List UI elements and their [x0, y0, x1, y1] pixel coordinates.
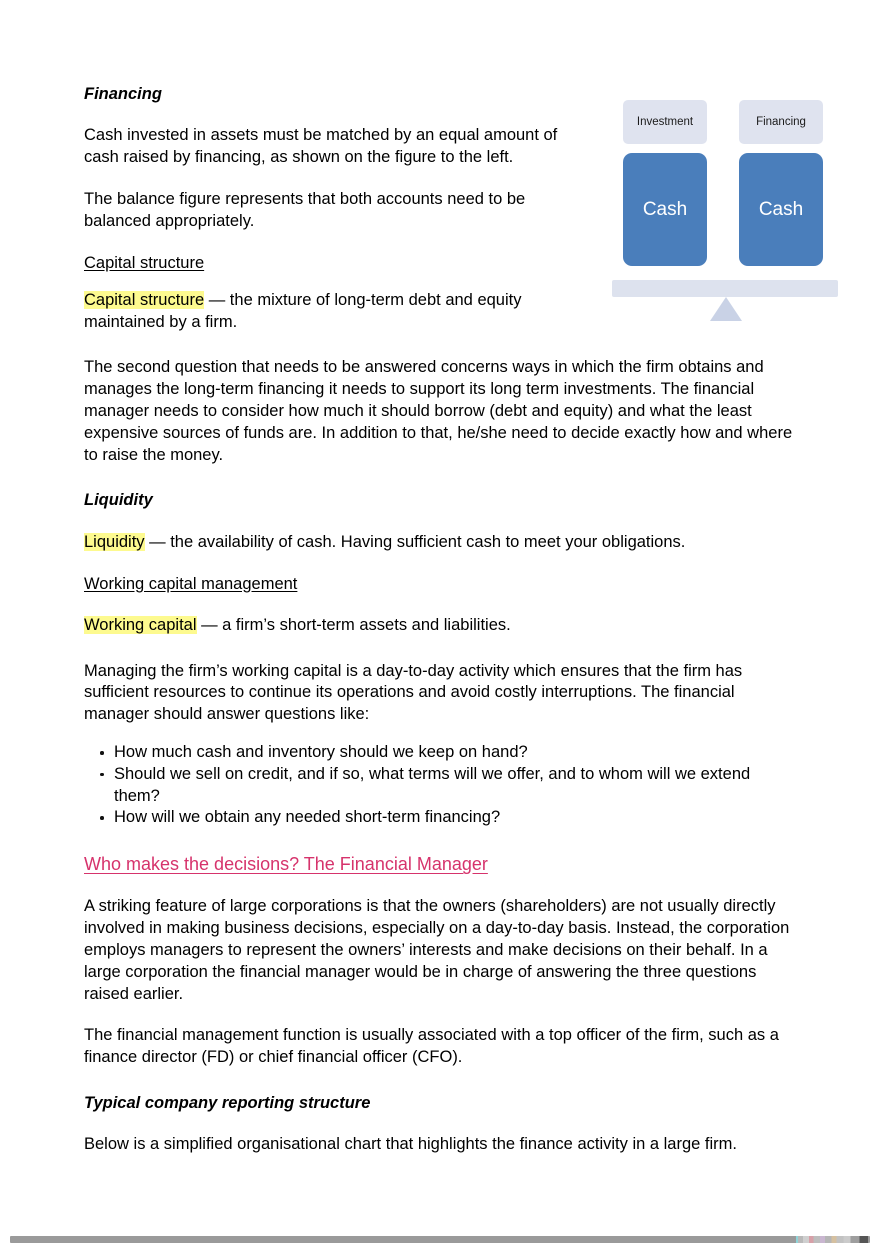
term-liquidity: Liquidity [84, 532, 145, 551]
heading-capital-structure: Capital structure [84, 253, 205, 272]
definition-capital-structure [84, 290, 584, 334]
term-capital-structure: Capital structure [84, 290, 205, 309]
financing-cash-label: Cash [758, 198, 804, 220]
heading-who-makes-decisions: Who makes the decisions? The Financial Manager [84, 854, 488, 875]
list-item: Should we sell on credit, and if so, what terms will we offer, and to whom will we extend them? [100, 764, 796, 808]
financing-label: Financing [756, 116, 806, 128]
investment-label: Investment [636, 116, 694, 128]
list-item: How will we obtain any needed short-term financing? [100, 807, 796, 829]
paragraph-reporting-1: Below is a simplified organisational chart that highlights the finance activity in a large firm. [84, 1135, 737, 1154]
document-body [84, 84, 796, 1156]
definition-liquidity-text: — the availability of cash. Having sufficient cash to meet your obligations. [144, 532, 686, 551]
definition-working-capital [84, 615, 796, 637]
heading-liquidity: Liquidity [84, 491, 153, 510]
definition-capital-structure-text: — the mixture of long-term debt and equity maintained by a firm. [84, 290, 522, 331]
working-capital-question-list [84, 742, 796, 829]
paragraph-capital-structure-body: The second question that needs to be answered concerns ways in which the firm obtains and manages the long-term financing it needs to support its long term investments. The financial manager needs to consider how much it should borrow (debt and equity) and what the least expensive sources of funds are. In addition to that, he/she need to decide exactly how and where to raise the money. [84, 358, 793, 464]
horizontal-scrollbar[interactable] [10, 1236, 870, 1243]
paragraph-working-capital-body: Managing the firm’s working capital is a day-to-day activity which ensures that the firm has sufficient resources to continue its operations and avoid costly interruptions. The financial manager should answer questions like: [84, 661, 743, 724]
scrollbar-thumb[interactable] [796, 1236, 868, 1243]
heading-working-capital-management: Working capital management [84, 574, 298, 593]
term-working-capital: Working capital [84, 615, 197, 634]
investment-cash-label: Cash [642, 198, 688, 220]
definition-working-capital-text: — a firm’s short-term assets and liabilities. [196, 615, 511, 634]
paragraph-decisions-2: The financial management function is usually associated with a top officer of the firm, such as a finance director (FD) or chief financial officer (CFO). [84, 1026, 779, 1067]
definition-liquidity [84, 532, 796, 554]
heading-financing: Financing [84, 85, 162, 103]
paragraph-financing-1: Cash invested in assets must be matched by an equal amount of cash raised by financing, as shown on the figure to the left. [84, 126, 558, 167]
heading-typical-company-reporting-structure: Typical company reporting structure [84, 1093, 371, 1112]
paragraph-decisions-1: A striking feature of large corporations is that the owners (shareholders) are not usually directly involved in making business decisions, especially on a day-to-day basis. Instead, the corporation employs managers to represent the owners’ interests and make decisions on their behalf. In a large corporation the financial manager would be in charge of answering the three questions raised earlier. [84, 897, 790, 1003]
list-item: How much cash and inventory should we keep on hand? [100, 742, 796, 764]
paragraph-financing-2: The balance figure represents that both accounts need to be balanced appropriately. [84, 189, 526, 230]
